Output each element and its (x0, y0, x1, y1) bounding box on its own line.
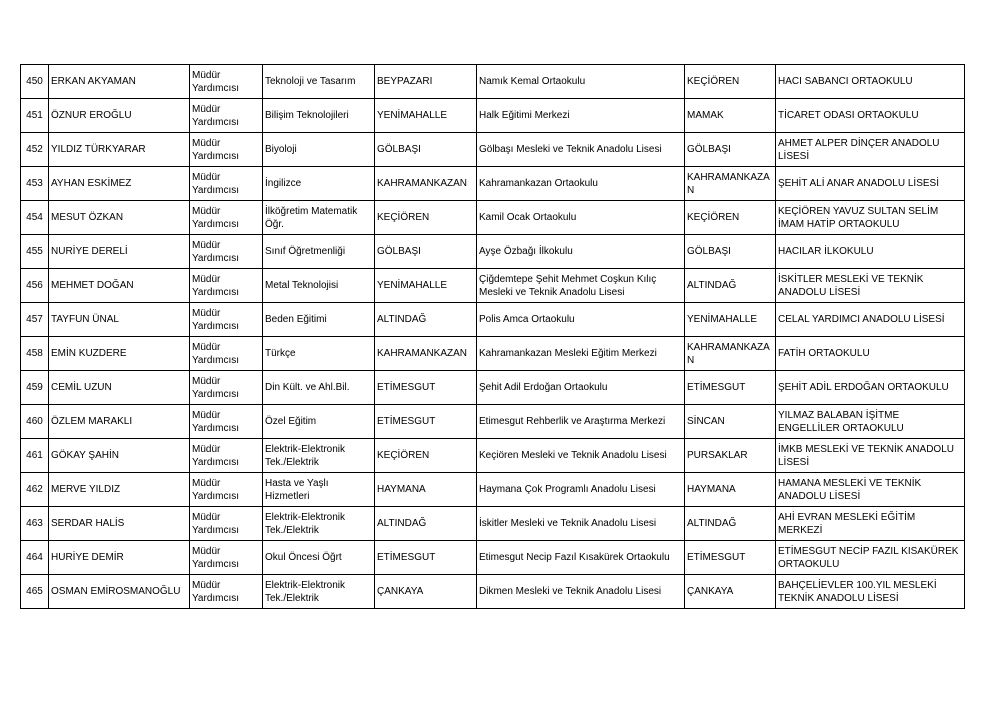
current-school-cell: Kahramankazan Ortaokulu (477, 167, 685, 201)
table-row (21, 575, 965, 609)
position-title-cell: Müdür Yardımcısı (190, 201, 263, 235)
current-school-cell: Dikmen Mesleki ve Teknik Anadolu Lisesi (477, 575, 685, 609)
current-district-cell: GÖLBAŞI (375, 133, 477, 167)
current-district-cell: GÖLBAŞI (375, 235, 477, 269)
assigned-school-cell: ŞEHİT ADİL ERDOĞAN ORTAOKULU (776, 371, 965, 405)
position-title-cell: Müdür Yardımcısı (190, 371, 263, 405)
current-school-cell: Polis Amca Ortaokulu (477, 303, 685, 337)
assigned-school-cell: İMKB MESLEKİ VE TEKNİK ANADOLU LİSESİ (776, 439, 965, 473)
branch-cell: Elektrik-Elektronik Tek./Elektrik (263, 507, 375, 541)
assigned-school-cell: FATİH ORTAOKULU (776, 337, 965, 371)
current-school-cell: Haymana Çok Programlı Anadolu Lisesi (477, 473, 685, 507)
position-title-cell: Müdür Yardımcısı (190, 303, 263, 337)
branch-cell: Biyoloji (263, 133, 375, 167)
table-row (21, 473, 965, 507)
assigned-school-cell: AHMET ALPER DİNÇER ANADOLU LİSESİ (776, 133, 965, 167)
row-number-cell: 465 (21, 575, 49, 609)
position-title-cell: Müdür Yardımcısı (190, 405, 263, 439)
assigned-school-cell: YILMAZ BALABAN İŞİTME ENGELLİLER ORTAOKULU (776, 405, 965, 439)
branch-cell: İngilizce (263, 167, 375, 201)
row-number-cell: 457 (21, 303, 49, 337)
branch-cell: Özel Eğitim (263, 405, 375, 439)
assigned-district-cell: MAMAK (685, 99, 776, 133)
current-district-cell: KEÇİÖREN (375, 201, 477, 235)
position-title-cell: Müdür Yardımcısı (190, 133, 263, 167)
current-district-cell: ETİMESGUT (375, 405, 477, 439)
current-district-cell: ALTINDAĞ (375, 303, 477, 337)
staff-name-cell: AYHAN ESKİMEZ (49, 167, 190, 201)
staff-name-cell: MEHMET DOĞAN (49, 269, 190, 303)
current-school-cell: Etimesgut Necip Fazıl Kısakürek Ortaokulu (477, 541, 685, 575)
row-number-cell: 450 (21, 65, 49, 99)
staff-name-cell: CEMİL UZUN (49, 371, 190, 405)
current-district-cell: BEYPAZARI (375, 65, 477, 99)
staff-name-cell: ERKAN AKYAMAN (49, 65, 190, 99)
assigned-district-cell: GÖLBAŞI (685, 235, 776, 269)
branch-cell: Din Kült. ve Ahl.Bil. (263, 371, 375, 405)
staff-name-cell: HURİYE DEMİR (49, 541, 190, 575)
assigned-school-cell: HACILAR İLKOKULU (776, 235, 965, 269)
assignment-table (20, 64, 965, 609)
position-title-cell: Müdür Yardımcısı (190, 439, 263, 473)
row-number-cell: 455 (21, 235, 49, 269)
row-number-cell: 453 (21, 167, 49, 201)
staff-name-cell: MERVE YILDIZ (49, 473, 190, 507)
position-title-cell: Müdür Yardımcısı (190, 99, 263, 133)
assignment-rows (21, 65, 965, 609)
table-row (21, 541, 965, 575)
assignment-sheet (20, 64, 965, 609)
row-number-cell: 452 (21, 133, 49, 167)
assigned-school-cell: AHİ EVRAN MESLEKİ EĞİTİM MERKEZİ (776, 507, 965, 541)
assigned-district-cell: HAYMANA (685, 473, 776, 507)
branch-cell: Elektrik-Elektronik Tek./Elektrik (263, 439, 375, 473)
assigned-school-cell: ETİMESGUT NECİP FAZIL KISAKÜREK ORTAOKULU (776, 541, 965, 575)
current-district-cell: YENİMAHALLE (375, 99, 477, 133)
table-row (21, 65, 965, 99)
position-title-cell: Müdür Yardımcısı (190, 473, 263, 507)
staff-name-cell: ÖZNUR EROĞLU (49, 99, 190, 133)
table-row (21, 167, 965, 201)
row-number-cell: 463 (21, 507, 49, 541)
row-number-cell: 460 (21, 405, 49, 439)
current-district-cell: ÇANKAYA (375, 575, 477, 609)
current-district-cell: ETİMESGUT (375, 541, 477, 575)
assigned-district-cell: GÖLBAŞI (685, 133, 776, 167)
row-number-cell: 459 (21, 371, 49, 405)
branch-cell: Hasta ve Yaşlı Hizmetleri (263, 473, 375, 507)
row-number-cell: 464 (21, 541, 49, 575)
row-number-cell: 456 (21, 269, 49, 303)
assigned-school-cell: TİCARET ODASI ORTAOKULU (776, 99, 965, 133)
branch-cell: Türkçe (263, 337, 375, 371)
position-title-cell: Müdür Yardımcısı (190, 337, 263, 371)
assigned-district-cell: ETİMESGUT (685, 371, 776, 405)
assigned-school-cell: HAMANA MESLEKİ VE TEKNİK ANADOLU LİSESİ (776, 473, 965, 507)
staff-name-cell: TAYFUN ÜNAL (49, 303, 190, 337)
table-row (21, 371, 965, 405)
current-district-cell: HAYMANA (375, 473, 477, 507)
table-row (21, 507, 965, 541)
assigned-district-cell: ALTINDAĞ (685, 269, 776, 303)
row-number-cell: 462 (21, 473, 49, 507)
branch-cell: Beden Eğitimi (263, 303, 375, 337)
position-title-cell: Müdür Yardımcısı (190, 235, 263, 269)
table-row (21, 405, 965, 439)
position-title-cell: Müdür Yardımcısı (190, 269, 263, 303)
current-school-cell: Kamil Ocak Ortaokulu (477, 201, 685, 235)
current-school-cell: Ayşe Özbağı İlkokulu (477, 235, 685, 269)
branch-cell: Bilişim Teknolojileri (263, 99, 375, 133)
assigned-district-cell: KAHRAMANKAZAN (685, 167, 776, 201)
current-school-cell: Keçiören Mesleki ve Teknik Anadolu Lisesi (477, 439, 685, 473)
current-school-cell: Şehit Adil Erdoğan Ortaokulu (477, 371, 685, 405)
assigned-district-cell: ÇANKAYA (685, 575, 776, 609)
current-district-cell: ALTINDAĞ (375, 507, 477, 541)
staff-name-cell: NURİYE DERELİ (49, 235, 190, 269)
branch-cell: Teknoloji ve Tasarım (263, 65, 375, 99)
assigned-school-cell: BAHÇELİEVLER 100.YIL MESLEKİ TEKNİK ANADOLU LİSESİ (776, 575, 965, 609)
position-title-cell: Müdür Yardımcısı (190, 167, 263, 201)
assigned-school-cell: İSKİTLER MESLEKİ VE TEKNİK ANADOLU LİSESİ (776, 269, 965, 303)
branch-cell: Elektrik-Elektronik Tek./Elektrik (263, 575, 375, 609)
current-school-cell: Halk Eğitimi Merkezi (477, 99, 685, 133)
current-school-cell: Çiğdemtepe Şehit Mehmet Coşkun Kılıç Mesleki ve Teknik Anadolu Lisesi (477, 269, 685, 303)
staff-name-cell: OSMAN EMİROSMANOĞLU (49, 575, 190, 609)
staff-name-cell: MESUT ÖZKAN (49, 201, 190, 235)
row-number-cell: 461 (21, 439, 49, 473)
current-district-cell: KEÇİÖREN (375, 439, 477, 473)
current-district-cell: ETİMESGUT (375, 371, 477, 405)
table-row (21, 99, 965, 133)
table-row (21, 439, 965, 473)
assigned-district-cell: KEÇİÖREN (685, 201, 776, 235)
assigned-district-cell: PURSAKLAR (685, 439, 776, 473)
position-title-cell: Müdür Yardımcısı (190, 541, 263, 575)
assigned-school-cell: HACI SABANCI ORTAOKULU (776, 65, 965, 99)
current-school-cell: Gölbaşı Mesleki ve Teknik Anadolu Lisesi (477, 133, 685, 167)
row-number-cell: 458 (21, 337, 49, 371)
table-row (21, 303, 965, 337)
staff-name-cell: ÖZLEM MARAKLI (49, 405, 190, 439)
row-number-cell: 451 (21, 99, 49, 133)
table-row (21, 269, 965, 303)
assigned-district-cell: YENİMAHALLE (685, 303, 776, 337)
table-row (21, 337, 965, 371)
table-row (21, 201, 965, 235)
current-district-cell: KAHRAMANKAZAN (375, 337, 477, 371)
assigned-school-cell: ŞEHİT ALİ ANAR ANADOLU LİSESİ (776, 167, 965, 201)
assigned-district-cell: SİNCAN (685, 405, 776, 439)
staff-name-cell: EMİN KUZDERE (49, 337, 190, 371)
assigned-district-cell: KAHRAMANKAZAN (685, 337, 776, 371)
position-title-cell: Müdür Yardımcısı (190, 575, 263, 609)
branch-cell: İlköğretim Matematik Öğr. (263, 201, 375, 235)
staff-name-cell: SERDAR HALİS (49, 507, 190, 541)
position-title-cell: Müdür Yardımcısı (190, 65, 263, 99)
assigned-school-cell: KEÇİÖREN YAVUZ SULTAN SELİM İMAM HATİP ORTAOKULU (776, 201, 965, 235)
assigned-school-cell: CELAL YARDIMCI ANADOLU LİSESİ (776, 303, 965, 337)
current-school-cell: Namık Kemal Ortaokulu (477, 65, 685, 99)
branch-cell: Okul Öncesi Öğrt (263, 541, 375, 575)
branch-cell: Sınıf Öğretmenliği (263, 235, 375, 269)
current-school-cell: Etimesgut Rehberlik ve Araştırma Merkezi (477, 405, 685, 439)
assigned-district-cell: ETİMESGUT (685, 541, 776, 575)
table-row (21, 235, 965, 269)
current-school-cell: Kahramankazan Mesleki Eğitim Merkezi (477, 337, 685, 371)
current-district-cell: KAHRAMANKAZAN (375, 167, 477, 201)
branch-cell: Metal Teknolojisi (263, 269, 375, 303)
staff-name-cell: YILDIZ TÜRKYARAR (49, 133, 190, 167)
position-title-cell: Müdür Yardımcısı (190, 507, 263, 541)
assigned-district-cell: ALTINDAĞ (685, 507, 776, 541)
staff-name-cell: GÖKAY ŞAHİN (49, 439, 190, 473)
assigned-district-cell: KEÇİÖREN (685, 65, 776, 99)
current-school-cell: İskitler Mesleki ve Teknik Anadolu Lisesi (477, 507, 685, 541)
row-number-cell: 454 (21, 201, 49, 235)
table-row (21, 133, 965, 167)
current-district-cell: YENİMAHALLE (375, 269, 477, 303)
